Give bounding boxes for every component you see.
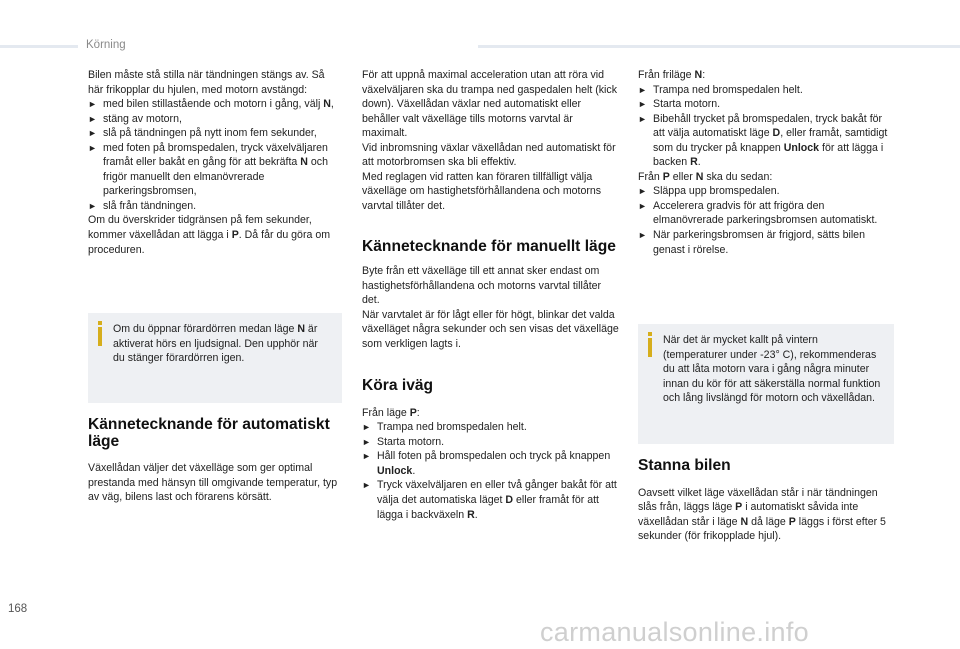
list-item: ► stäng av motorn, [88, 112, 182, 125]
paragraph: Vid inbromsning växlar växellådan ned automatiskt för att motorbromsen ska bli effektiv. [362, 141, 616, 169]
bullet-list [362, 420, 620, 522]
paragraph: Från friläge N: [638, 69, 706, 81]
list-item: ► Starta motorn. [362, 435, 445, 448]
paragraph: Byte från ett växelläge till ett annat sker endast om hastighetsförhållandena och motorns varvtal tillåter det. [362, 264, 602, 307]
section-title: Körning [86, 39, 126, 51]
arrow-bullet-icon: ► [638, 84, 647, 95]
arrow-bullet-icon: ► [88, 113, 97, 124]
watermark: carmanualsonline.info [540, 617, 809, 647]
list-item: ► Trampa ned bromspedalen helt. [362, 421, 527, 434]
page-number: 168 [8, 603, 28, 615]
arrow-bullet-icon: ► [638, 230, 647, 241]
list-item: ► Bibehåll trycket på bromspedalen, tryck bakåt för att välja automatiskt läge D, eller framåt, samtidigt som du trycker på knappen Unlock för att lägga i backen R. [638, 112, 888, 169]
paragraph: Om du överskrider tidgränsen på fem sekunder, kommer växellådan att lägga i P. Då får du göra om proceduren. [88, 214, 331, 256]
list-item: ► slå från tändningen. [88, 199, 197, 212]
paragraph: Oavsett vilket läge växellådan står i när tändningen slås från, läggs läge P i automatiskt såvida inte växellådan står i läge N då läge P läggs i först efter 5 sekunder (för frikopplade hjul). [638, 486, 886, 543]
arrow-bullet-icon: ► [638, 113, 647, 124]
list-item: ► Starta motorn. [638, 98, 721, 111]
arrow-bullet-icon: ► [88, 128, 97, 139]
paragraph: Bilen måste stå stilla när tändningen stängs av. Så här frikopplar du hjulen, med motorn avstängd: [88, 69, 325, 96]
list-item: ► När parkeringsbromsen är frigjord, sätts bilen genast i rörelse. [638, 229, 865, 256]
paragraph: Växellådan väljer det växelläge som ger optimal prestanda med hänsyn till omgivande temperatur, typ av väg, bilens last och förarens körsätt. [88, 462, 338, 504]
bullet-list [638, 184, 894, 257]
arrow-bullet-icon: ► [638, 200, 647, 211]
paragraph: Med reglagen vid ratten kan föraren tillfälligt välja växelläge om hastighetsförhållandena och motorns varvtal tillåter det. [362, 170, 602, 212]
info-note [88, 313, 342, 403]
heading-stop-vehicle: Stanna bilen [638, 457, 731, 475]
arrow-bullet-icon: ► [88, 142, 97, 153]
column-3 [638, 68, 894, 544]
info-icon [98, 321, 102, 346]
list-item: ► slå på tändningen på nytt inom fem sekunder, [88, 127, 317, 140]
list-item: ► Släppa upp bromspedalen. [638, 185, 780, 198]
heading-automatic-mode: Kännetecknande för automatiskt läge [88, 416, 330, 450]
column-2 [362, 68, 620, 522]
arrow-bullet-icon: ► [638, 186, 647, 197]
heading-manual-mode: Kännetecknande för manuellt läge [362, 238, 616, 256]
paragraph: För att uppnå maximal acceleration utan att röra vid växelväljaren ska du trampa ned gaspedalen helt (kick down). Växellådan växlar ned automatiskt eller behåller valt växelläge tills motorns varvtal är maximalt. [362, 69, 617, 140]
arrow-bullet-icon: ► [362, 422, 371, 433]
list-item: ► Håll foten på bromspedalen och tryck på knappen Unlock. [362, 450, 611, 477]
header-rule-left [0, 45, 78, 48]
bullet-list [638, 83, 894, 170]
header-rule-right [478, 45, 960, 48]
arrow-bullet-icon: ► [362, 451, 371, 462]
note-text: När det är mycket kallt på vintern (temperaturer under -23° C), rekommenderas du att låta motorn vara i gång några minuter innan du kör för att säkerställa normal funktion och lång livslängd för motorn och växellådan. [663, 334, 881, 405]
arrow-bullet-icon: ► [88, 99, 97, 110]
info-icon [648, 332, 652, 357]
heading-drive-off: Köra iväg [362, 377, 434, 395]
column-1 [88, 68, 342, 505]
list-item: ► med foten på bromspedalen, tryck växelväljaren framåt eller bakåt en gång för att bekräfta N och frigör manuellt den elmanövrerade parkeringsbromsen, [88, 141, 328, 198]
paragraph: Från läge P: [362, 406, 420, 419]
list-item: ► Trampa ned bromspedalen helt. [638, 83, 803, 96]
list-item: ► Accelerera gradvis för att frigöra den elmanövrerade parkeringsbromsen automatiskt. [638, 199, 878, 227]
paragraph: Från P eller N ska du sedan: [638, 170, 773, 183]
info-note [638, 324, 894, 444]
arrow-bullet-icon: ► [88, 200, 97, 211]
arrow-bullet-icon: ► [362, 480, 371, 491]
list-item: ► Tryck växelväljaren en eller två gånger bakåt för att välja det automatiska läget D eller framåt för att lägga i backväxeln R. [362, 479, 617, 521]
paragraph: När varvtalet är för lågt eller för högt, blinkar det valda växelläget några sekunder och sen visas det växelläge som verkligen lagts i. [362, 308, 619, 350]
list-item: ► med bilen stillastående och motorn i gång, välj N, [88, 98, 334, 111]
bullet-list [88, 97, 342, 213]
note-text: Om du öppnar förardörren medan läge N är aktiverat hörs en ljudsignal. Den upphör när du stänger förardörren igen. [113, 323, 318, 365]
arrow-bullet-icon: ► [638, 99, 647, 110]
arrow-bullet-icon: ► [362, 436, 371, 447]
